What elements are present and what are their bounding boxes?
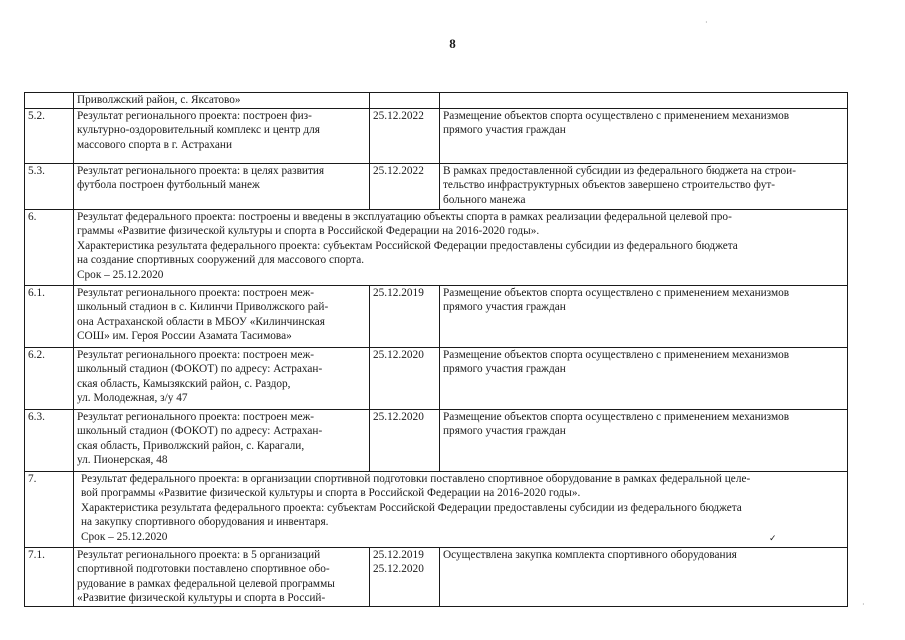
row-number: 6.3. [28,411,45,423]
cell-result [74,93,370,109]
row-date: 25.12.2022 [373,110,424,122]
table-row [25,109,848,164]
table-row-continued [25,93,848,109]
continued-text: Приволжский район, с. Яксатово» [77,94,241,106]
row-date: 25.12.2020 [373,411,424,423]
cell-num [25,93,74,109]
row-result: Результат регионального проекта: построен меж- школьный стадион в с. Килинчи Приволжского рай- она Астраханской области в МБОУ «Килинчинская СОШ» им. Героя России Азамата Тасимова» [77,287,329,343]
page-number: 8 [449,36,456,51]
row-desc: Размещение объектов спорта осуществлено с применением механизмов прямого участия граждан [443,411,790,438]
row-desc: Размещение объектов спорта осуществлено с применением механизмов прямого участия граждан [443,349,790,376]
row-desc: В рамках предоставленной субсидии из федерального бюджета на строи- тельство инфраструктурных объектов завершено строительство фут- больного манежа [443,165,796,206]
row-date: 25.12.2019 [373,287,424,299]
row-number: 6.1. [28,287,45,299]
table-row-federal [25,472,848,548]
row-result: Результат регионального проекта: построен физ- культурно-оздоровительный комплекс и центр для массового спорта в г. Астрахани [77,110,320,151]
row-desc: Размещение объектов спорта осуществлено с применением механизмов прямого участия граждан [443,110,790,137]
row-number: 6.2. [28,349,45,361]
row-desc: Размещение объектов спорта осуществлено с применением механизмов прямого участия граждан [443,287,790,314]
cell-date [370,93,440,109]
row-number: 5.2. [28,110,45,122]
table-row [25,348,848,410]
table-row [25,286,848,348]
federal-result-text: Результат федерального проекта: построены и введены в эксплуатацию объекты спорта в рамках реализации федеральной целевой про- граммы «Развитие физической культуры и спорта в Российской Федерации на 2016-2020 годы». Характеристика результата федерального проекта: субъектам Российской Федерации предоставлены субсидии из федерального бюджета на создание спортивных сооружений для массового спорта. Срок – 25.12.2020 [77,211,738,281]
table-row [25,410,848,472]
row-result: Результат регионального проекта: в 5 организаций спортивной подготовки поставлено спортивное обо- рудование в рамках федеральной целевой программы «Развитие физической культуры и спорта в Россий- [77,549,335,605]
table-row [25,164,848,210]
project-results-table [24,92,848,607]
row-number: 7. [28,473,37,485]
row-desc: Осуществлена закупка комплекта спортивного оборудования [443,549,737,561]
table-row-federal [25,210,848,286]
row-date: 25.12.2022 [373,165,424,177]
row-result: Результат регионального проекта: построен меж- школьный стадион (ФОКОТ) по адресу: Астрахан- ская область, Приволжский район, с. Карагали, ул. Пионерская, 48 [77,411,323,467]
cell-desc [440,93,848,109]
federal-result-text: Результат федерального проекта: в организации спортивной подготовки поставлено спортивное оборудование в рамках федеральной целе- вой программы «Развитие физической культуры и спорта в Российской Федерации на 2016-2020 годы». Характеристика результата федерального проекта: субъектам Российской Федерации предоставлены субсидии из федерального бюджета на закупку спортивного оборудования и инвентаря. Срок – 25.12.2020 [81,473,751,543]
scan-dot: · [862,600,865,609]
row-number: 6. [28,211,37,223]
pen-mark: ✓ [769,533,777,543]
row-date: 25.12.2019 25.12.2020 [373,549,424,576]
row-number: 7.1. [28,549,45,561]
row-result: Результат регионального проекта: построен меж- школьный стадион (ФОКОТ) по адресу: Астрахан- ская область, Камызякский район, с. Раздор, ул. Молодежная, з/у 47 [77,349,323,405]
row-number: 5.3. [28,165,45,177]
scan-dot: · [705,18,708,27]
table-row [25,548,848,607]
row-result: Результат регионального проекта: в целях развития футбола построен футбольный манеж [77,165,325,192]
row-date: 25.12.2020 [373,349,424,361]
